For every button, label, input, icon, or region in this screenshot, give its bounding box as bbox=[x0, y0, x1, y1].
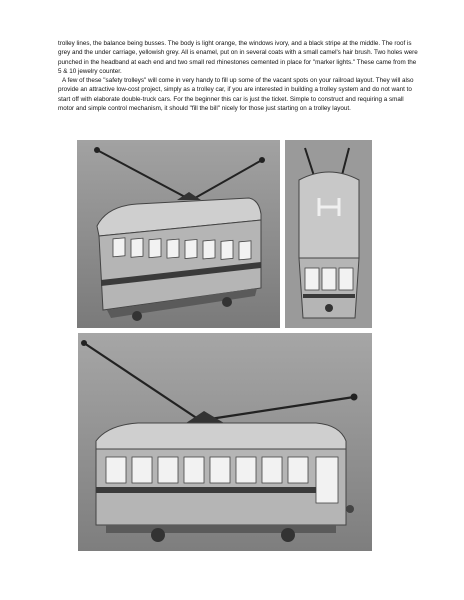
trolley-photo-three-quarter bbox=[77, 140, 280, 328]
trolley-photo-end bbox=[285, 140, 372, 328]
paragraph-2: A few of these "safety trolleys" will come in very handy to fill up some of the vacant spots on your railroad layout. They will also provide an attractive low-cost project, simply as a trolley car, if you are interested in building a trolley system and do not want to start off with elaborate double-truck cars. For the beginner this car is just the ticket. Simple to construct and requiring a small motor and simple control mechanism, it should "fill the bill" nicely for those just starting on a trolley layout. bbox=[58, 77, 414, 112]
trolley-side-illustration bbox=[78, 333, 372, 551]
paragraph-1: trolley lines, the balance being busses. The body is light orange, the windows ivory, and a black stripe at the middle. The roof is grey and the under carriage, yellowish grey. All is enamel, put on in several coats with a small camel's hair brush. Two holes were punched in the headband at each end and two small red rhinestones cemented in place for "marker lights." These came from the 5 & 10 jewelry counter. bbox=[58, 40, 418, 75]
article-text bbox=[58, 39, 418, 113]
trolley-photo-side bbox=[78, 333, 372, 551]
trolley-three-quarter-illustration bbox=[77, 140, 280, 328]
trolley-end-illustration bbox=[285, 140, 372, 328]
